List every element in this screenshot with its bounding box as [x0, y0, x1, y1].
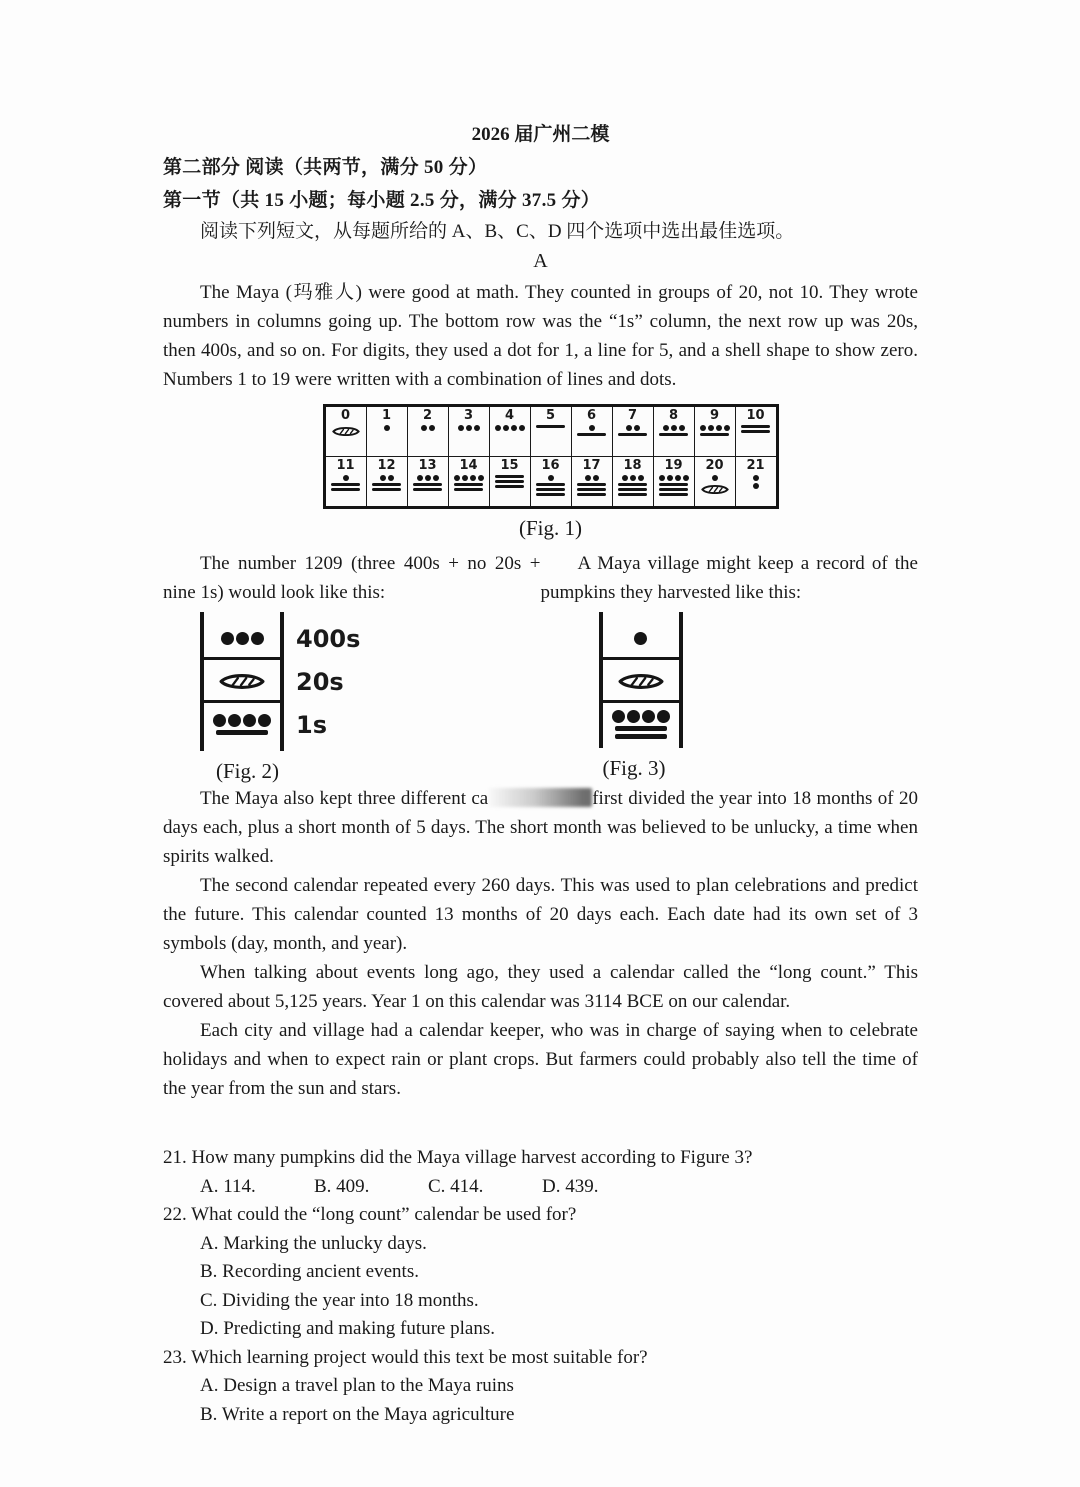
fig1-cell-number: 2 — [422, 408, 433, 423]
question-21-text: 21. How many pumpkins did the Maya village harvest according to Figure 3? — [163, 1147, 753, 1168]
dots-row — [753, 475, 759, 481]
dot-glyph — [470, 475, 476, 481]
fig1-cell — [571, 406, 612, 457]
dot-glyph — [612, 710, 625, 723]
dot-glyph — [634, 425, 640, 431]
fig2-caption: (Fig. 2) — [216, 759, 279, 783]
bar-glyph — [741, 425, 770, 428]
maya-numeral-glyph — [221, 632, 264, 645]
passage-label: A — [533, 250, 548, 272]
maya-numeral-glyph — [531, 475, 571, 496]
maya-numeral-glyph — [449, 425, 489, 431]
dot-glyph — [462, 475, 468, 481]
bar-glyph — [577, 488, 606, 491]
fig1-cell — [571, 457, 612, 508]
column-right-bar — [280, 612, 284, 751]
dots-row — [343, 475, 349, 481]
dot-glyph — [243, 714, 256, 727]
fig1-cell — [530, 457, 571, 508]
dot-glyph — [503, 425, 509, 431]
bar-glyph — [659, 488, 688, 491]
maya-numeral-glyph — [531, 425, 571, 428]
fig1-cell — [694, 457, 735, 508]
fig1-cell-number: 11 — [336, 458, 355, 473]
shell-zero-glyph — [219, 671, 265, 692]
fig3-caption: (Fig. 3) — [602, 756, 666, 780]
paragraph-3-after: first divided the year into 18 months of 20 days each, plus a short month of 5 days. The short month was believed to be unlucky, a time when spirits walked. — [163, 788, 918, 867]
dot-glyph — [683, 475, 689, 481]
option-21-a: A. 114. — [200, 1175, 256, 1197]
maya-numeral-glyph — [213, 714, 271, 735]
bar-glyph — [372, 488, 401, 491]
fig2-intro-text: The number 1209 (three 400s + no 20s + nine 1s) would look like this: — [163, 553, 541, 603]
paragraph-3 — [163, 784, 918, 871]
fig1-caption: (Fig. 1) — [519, 516, 582, 540]
dot-glyph — [466, 425, 472, 431]
maya-numeral-glyph — [408, 475, 448, 491]
right-column — [541, 549, 919, 784]
instructions: 阅读下列短文，从每题所给的 A、B、C、D 四个选项中选出最佳选项。 — [200, 221, 795, 242]
fig1-cell — [612, 457, 653, 508]
fig1-cell — [448, 457, 489, 508]
fig1-row — [324, 457, 777, 508]
question-22 — [163, 1201, 918, 1344]
dot-glyph — [630, 475, 636, 481]
option-23-b: B. Write a report on the Maya agriculture — [200, 1403, 515, 1425]
numeral-place-row — [204, 660, 280, 703]
fig1-cell — [653, 457, 694, 508]
bar-glyph — [577, 433, 606, 436]
maya-numeral-glyph — [654, 425, 694, 436]
maya-numeral-glyph — [572, 425, 612, 436]
fig1-cell-number: 7 — [627, 408, 638, 423]
subsection-heading: 第一节（共 15 小题；每小题 2.5 分，满分 37.5 分） — [163, 190, 601, 211]
dots-row — [384, 425, 390, 431]
maya-numeral-glyph — [634, 632, 647, 645]
maya-numeral-glyph — [490, 425, 530, 431]
dot-glyph — [236, 632, 249, 645]
bar-glyph — [615, 734, 667, 739]
fig1-cell — [407, 457, 448, 508]
option-21-c: C. 414. — [428, 1175, 484, 1197]
question-23 — [163, 1344, 918, 1430]
dot-glyph — [228, 714, 241, 727]
shell-zero-glyph — [618, 671, 664, 692]
bar-glyph — [659, 433, 688, 436]
bar-glyph — [413, 488, 442, 491]
option-22-b: B. Recording ancient events. — [200, 1261, 419, 1282]
paragraph-5: When talking about events long ago, they used a calendar called the “long count.” This covered about 5,125 years. Year 1 on this calendar was 3114 BCE on our calendar. — [163, 962, 918, 1012]
dot-glyph — [663, 425, 669, 431]
dot-glyph — [716, 425, 722, 431]
dots-row — [634, 632, 647, 645]
dot-glyph — [634, 632, 647, 645]
numeral-place-row — [603, 660, 679, 703]
question-21-number: 21. — [163, 1147, 187, 1168]
dots-row — [213, 714, 271, 727]
dots-row — [622, 475, 644, 481]
maya-numeral-glyph — [613, 425, 653, 436]
bar-glyph — [618, 488, 647, 491]
maya-numeral-glyph — [408, 425, 448, 431]
maya-numeral-glyph — [695, 425, 735, 436]
dot-glyph — [585, 475, 591, 481]
dot-glyph — [417, 475, 423, 481]
fig1-cell-number: 20 — [705, 458, 724, 473]
fig1-cell-number: 13 — [418, 458, 437, 473]
fig3-numeral-stack — [599, 617, 683, 743]
dot-glyph — [679, 425, 685, 431]
dot-glyph — [700, 425, 706, 431]
question-21 — [163, 1144, 918, 1201]
dots-row — [495, 425, 525, 431]
dot-glyph — [221, 632, 234, 645]
bar-glyph — [536, 488, 565, 491]
bar-glyph — [495, 485, 524, 488]
dot-glyph — [667, 475, 673, 481]
fig1-cell — [530, 406, 571, 457]
fig1-cell-number: 21 — [746, 458, 765, 473]
fig1-cell-number: 4 — [504, 408, 515, 423]
column-right-bar — [679, 612, 683, 748]
dot-glyph — [258, 714, 271, 727]
dot-glyph — [380, 475, 386, 481]
fig1-cell — [735, 406, 777, 457]
bar-glyph — [454, 483, 483, 486]
paragraph-6: Each city and village had a calendar keeper, who was in charge of saying when to celebrate holidays and when to expect rain or plant crops. But farmers could probably also tell the time of the year from the sun and stars. — [163, 1020, 918, 1099]
dot-glyph — [421, 425, 427, 431]
bar-glyph — [618, 493, 647, 496]
dots-row — [380, 475, 394, 481]
option-22-a: A. Marking the unlucky days. — [200, 1232, 427, 1254]
dot-glyph — [458, 425, 464, 431]
numeral-column — [204, 617, 280, 746]
fig1-cell — [489, 406, 530, 457]
bar-glyph — [577, 483, 606, 486]
fig1-cell-number: 14 — [459, 458, 478, 473]
fig1-cell — [694, 406, 735, 457]
fig1-cell-number: 19 — [664, 458, 683, 473]
fig1-cell — [366, 457, 407, 508]
dot-glyph — [388, 475, 394, 481]
fig1-cell — [324, 406, 366, 457]
dot-glyph — [593, 475, 599, 481]
fig1-cell-number: 6 — [586, 408, 597, 423]
bar-glyph — [700, 433, 729, 436]
bar-glyph — [536, 493, 565, 496]
dot-glyph — [638, 475, 644, 481]
option-22-c: C. Dividing the year into 18 months. — [200, 1289, 479, 1311]
dot-glyph — [213, 714, 226, 727]
dots-row — [612, 710, 670, 723]
dot-glyph — [474, 425, 480, 431]
figure-2 — [200, 617, 360, 784]
dot-glyph — [343, 475, 349, 481]
numeral-place-row — [603, 703, 679, 743]
dot-glyph — [753, 475, 759, 481]
bar-glyph — [331, 483, 360, 486]
two-column-section — [163, 549, 918, 784]
bar-glyph — [577, 493, 606, 496]
fig1-cell — [366, 406, 407, 457]
fig1-row — [324, 406, 777, 457]
option-22-d: D. Predicting and making future plans. — [200, 1318, 495, 1339]
fig1-cell-number: 1 — [381, 408, 392, 423]
dots-row — [221, 632, 264, 645]
bar-glyph — [659, 493, 688, 496]
paragraph-3-before: The Maya also kept three different ca — [200, 788, 489, 809]
bar-glyph — [618, 483, 647, 486]
dot-glyph — [708, 425, 714, 431]
option-21-d: D. 439. — [542, 1175, 599, 1197]
maya-numeral-glyph — [449, 475, 489, 491]
bar-glyph — [615, 726, 667, 731]
place-value-label: 400s — [296, 624, 361, 653]
dots-row — [421, 425, 435, 431]
dots-row — [589, 425, 595, 431]
dot-glyph — [519, 425, 525, 431]
dot-glyph — [429, 425, 435, 431]
dot-glyph — [626, 425, 632, 431]
fig1-table — [323, 404, 779, 509]
dots-row — [753, 483, 759, 489]
maya-numeral-glyph — [219, 671, 265, 692]
dot-glyph — [627, 710, 640, 723]
maya-numeral-glyph — [612, 710, 670, 739]
dots-row — [548, 475, 554, 481]
fig2-numeral-stack — [200, 617, 360, 746]
option-23-a: A. Design a travel plan to the Maya ruins — [200, 1375, 514, 1396]
dot-glyph — [622, 475, 628, 481]
left-column — [163, 549, 541, 784]
dots-row — [659, 475, 689, 481]
dot-glyph — [454, 475, 460, 481]
maya-numeral-glyph — [618, 671, 664, 692]
maya-numeral-glyph — [572, 475, 612, 496]
fig1-cell — [653, 406, 694, 457]
place-value-labels — [296, 617, 360, 746]
bar-glyph — [536, 483, 565, 486]
doc-title: 2026 届广州二模 — [471, 124, 610, 145]
maya-numeral-glyph — [490, 475, 530, 488]
dot-glyph — [495, 425, 501, 431]
dot-glyph — [433, 475, 439, 481]
maya-numeral-glyph — [736, 425, 776, 433]
dot-glyph — [478, 475, 484, 481]
dot-glyph — [548, 475, 554, 481]
maya-numeral-glyph — [695, 475, 735, 496]
shell-zero-glyph — [701, 483, 729, 496]
fig1-cell — [735, 457, 777, 508]
fig1-cell-number: 5 — [545, 408, 556, 423]
fig1-cell-number: 9 — [709, 408, 720, 423]
bar-glyph — [536, 425, 565, 428]
fig1-cell-number: 12 — [377, 458, 396, 473]
maya-numeral-glyph — [613, 475, 653, 496]
dot-glyph — [642, 710, 655, 723]
questions-section — [163, 1144, 918, 1429]
bar-glyph — [413, 483, 442, 486]
fig1-cell-number: 15 — [500, 458, 519, 473]
place-value-label: 20s — [296, 667, 344, 696]
place-value-label: 1s — [296, 710, 327, 739]
redacted-smudge — [488, 788, 592, 807]
bar-glyph — [454, 488, 483, 491]
numeral-place-row — [204, 617, 280, 660]
paragraph-1: The Maya (玛雅人) were good at math. They counted in groups of 20, not 10. They wrote numbers in columns going up. The bottom row was the “1s” column, the next row up was 20s, then 400s, and so on. For digits, they used a dot for 1, a line for 5, and a shell shape to show zero. Numbers 1 to 19 were written with a combination of lines and dots. — [163, 282, 918, 390]
fig1-cell — [612, 406, 653, 457]
fig1-cell-number: 10 — [746, 408, 765, 423]
bar-glyph — [741, 430, 770, 433]
question-21-options — [163, 1173, 918, 1202]
dots-row — [626, 425, 640, 431]
dots-row — [585, 475, 599, 481]
maya-numeral-glyph — [367, 425, 407, 431]
figure-1 — [323, 404, 779, 541]
numeral-place-row — [603, 617, 679, 660]
fig1-cell — [407, 406, 448, 457]
numeral-column — [603, 617, 679, 743]
dots-row — [458, 425, 480, 431]
maya-numeral-glyph — [736, 475, 776, 489]
dot-glyph — [659, 475, 665, 481]
shell-zero-glyph — [332, 425, 360, 438]
maya-numeral-glyph — [326, 475, 366, 491]
maya-numeral-glyph — [326, 425, 366, 438]
numeral-place-row — [204, 703, 280, 743]
dot-glyph — [753, 483, 759, 489]
fig1-cell-number: 18 — [623, 458, 642, 473]
figure-3 — [599, 617, 683, 781]
bar-glyph — [659, 483, 688, 486]
fig1-cell-number: 0 — [340, 408, 351, 423]
section-heading: 第二部分 阅读（共两节，满分 50 分） — [163, 157, 488, 178]
bar-glyph — [495, 475, 524, 478]
question-22-number: 22. — [163, 1204, 187, 1225]
dot-glyph — [425, 475, 431, 481]
fig3-intro-text: A Maya village might keep a record of the pumpkins they harvested like this: — [540, 553, 918, 603]
maya-numeral-glyph — [367, 475, 407, 491]
option-21-b: B. 409. — [314, 1175, 370, 1197]
bar-glyph — [618, 433, 647, 436]
fig1-cell — [489, 457, 530, 508]
fig1-cell — [324, 457, 366, 508]
dots-row — [712, 475, 718, 481]
bar-glyph — [331, 488, 360, 491]
dot-glyph — [657, 710, 670, 723]
maya-numeral-glyph — [654, 475, 694, 496]
dots-row — [663, 425, 685, 431]
paragraph-4: The second calendar repeated every 260 days. This was used to plan celebrations and predict the future. This calendar counted 13 months of 20 days each. Each date had its own set of 3 symbols (day, month, and year). — [163, 875, 918, 954]
fig1-cell-number: 3 — [463, 408, 474, 423]
dot-glyph — [675, 475, 681, 481]
dot-glyph — [511, 425, 517, 431]
fig1-cell-number: 8 — [668, 408, 679, 423]
question-22-text: 22. What could the “long count” calendar be used for? — [163, 1204, 577, 1225]
fig1-cell-number: 16 — [541, 458, 560, 473]
fig1-cell — [448, 406, 489, 457]
dots-row — [454, 475, 484, 481]
dots-row — [700, 425, 730, 431]
fig1-cell-number: 17 — [582, 458, 601, 473]
question-23-number: 23. — [163, 1346, 187, 1368]
dot-glyph — [384, 425, 390, 431]
question-23-text: 23. Which learning project would this text be most suitable for? — [163, 1346, 648, 1368]
bar-glyph — [495, 480, 524, 483]
bar-glyph — [372, 483, 401, 486]
dot-glyph — [724, 425, 730, 431]
dot-glyph — [251, 632, 264, 645]
dot-glyph — [712, 475, 718, 481]
bar-glyph — [216, 730, 268, 735]
dot-glyph — [671, 425, 677, 431]
dots-row — [417, 475, 439, 481]
dot-glyph — [589, 425, 595, 431]
